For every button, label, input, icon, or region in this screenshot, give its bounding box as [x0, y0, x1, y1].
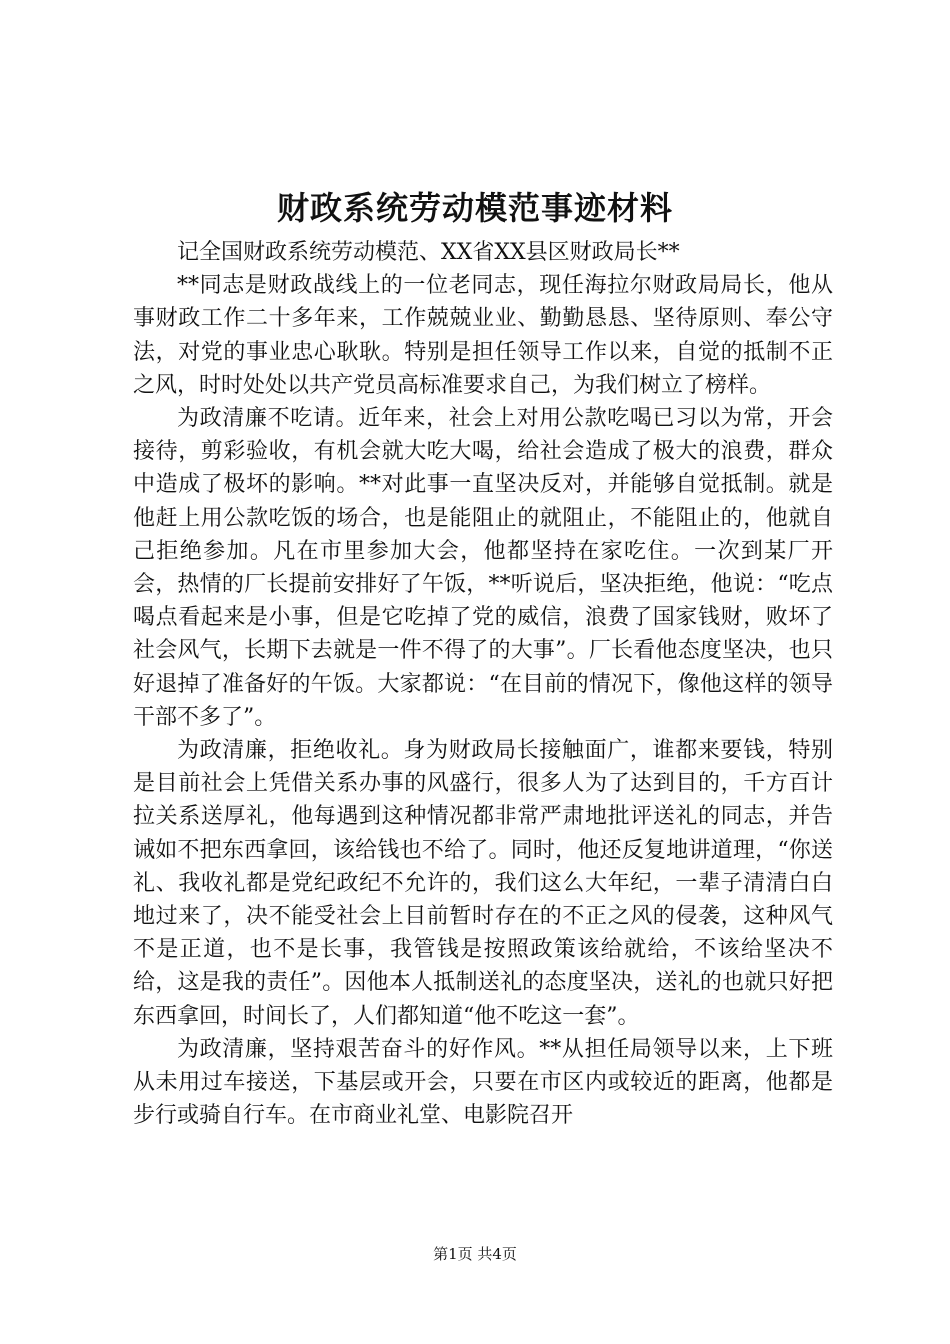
document-title: 财政系统劳动模范事迹材料: [276, 189, 673, 227]
subtitle-paragraph: 记全国财政系统劳动模范、XX省XX县区财政局长**: [177, 240, 680, 265]
body-paragraph: 为政清廉，坚持艰苦奋斗的好作风。**从担任局领导以来，上下班从未用过车接送，下基层或开会，只要在市区内或较近的距离，他都是步行或骑自行车。在市商业礼堂、电影院召开: [133, 1036, 833, 1129]
body-paragraph: 为政清廉不吃请。近年来，社会上对用公款吃喝已习以为常，开会接待，剪彩验收，有机会就大吃大喝，给社会造成了极大的浪费，群众中造成了极坏的影响。**对此事一直坚决反对，并能够自觉抵制。就是他赶上用公款吃饭的场合，也是能阻止的就阻止，不能阻止的，他就自己拒绝参加。凡在市里参加大会，他都坚持在家吃住。一次到某厂开会，热情的厂长提前安排好了午饭，**听说后，坚决拒绝，他说：“吃点喝点看起来是小事，但是它吃掉了党的威信，浪费了国家钱财，败坏了社会风气，长期下去就是一件不得了的大事”。厂长看他态度坚决，也只好退掉了准备好的午饭。大家都说：“在目前的情况下，像他这样的领导干部不多了”。: [133, 406, 833, 730]
body-paragraph: 为政清廉，拒绝收礼。身为财政局长接触面广，谁都来要钱，特别是目前社会上凭借关系办事的风盛行，很多人为了达到目的，千方百计拉关系送厚礼，他每遇到这种情况都非常严肃地批评送礼的同志，并告诫如不把东西拿回，该给钱也不给了。同时，他还反复地讲道理，“你送礼、我收礼都是党纪政纪不允许的，我们这么大年纪，一辈子清清白白地过来了，决不能受社会上目前暂时存在的不正之风的侵袭，这种风气不是正道，也不是长事，我管钱是按照政策该给就给，不该给坚决不给，这是我的责任”。因他本人抵制送礼的态度坚决，送礼的也就只好把东西拿回，时间长了，人们都知道“他不吃这一套”。: [133, 738, 833, 1029]
page-number-footer: 第1页 共4页: [433, 1245, 517, 1263]
body-paragraph: **同志是财政战线上的一位老同志，现任海拉尔财政局局长，他从事财政工作二十多年来，工作兢兢业业、勤勤恳恳、坚待原则、奉公守法，对党的事业忠心耿耿。特别是担任领导工作以来，自觉的抵制不正之风，时时处处以共产党员高标准要求自己，为我们树立了榜样。: [133, 273, 833, 398]
document-body: [133, 236, 833, 1132]
